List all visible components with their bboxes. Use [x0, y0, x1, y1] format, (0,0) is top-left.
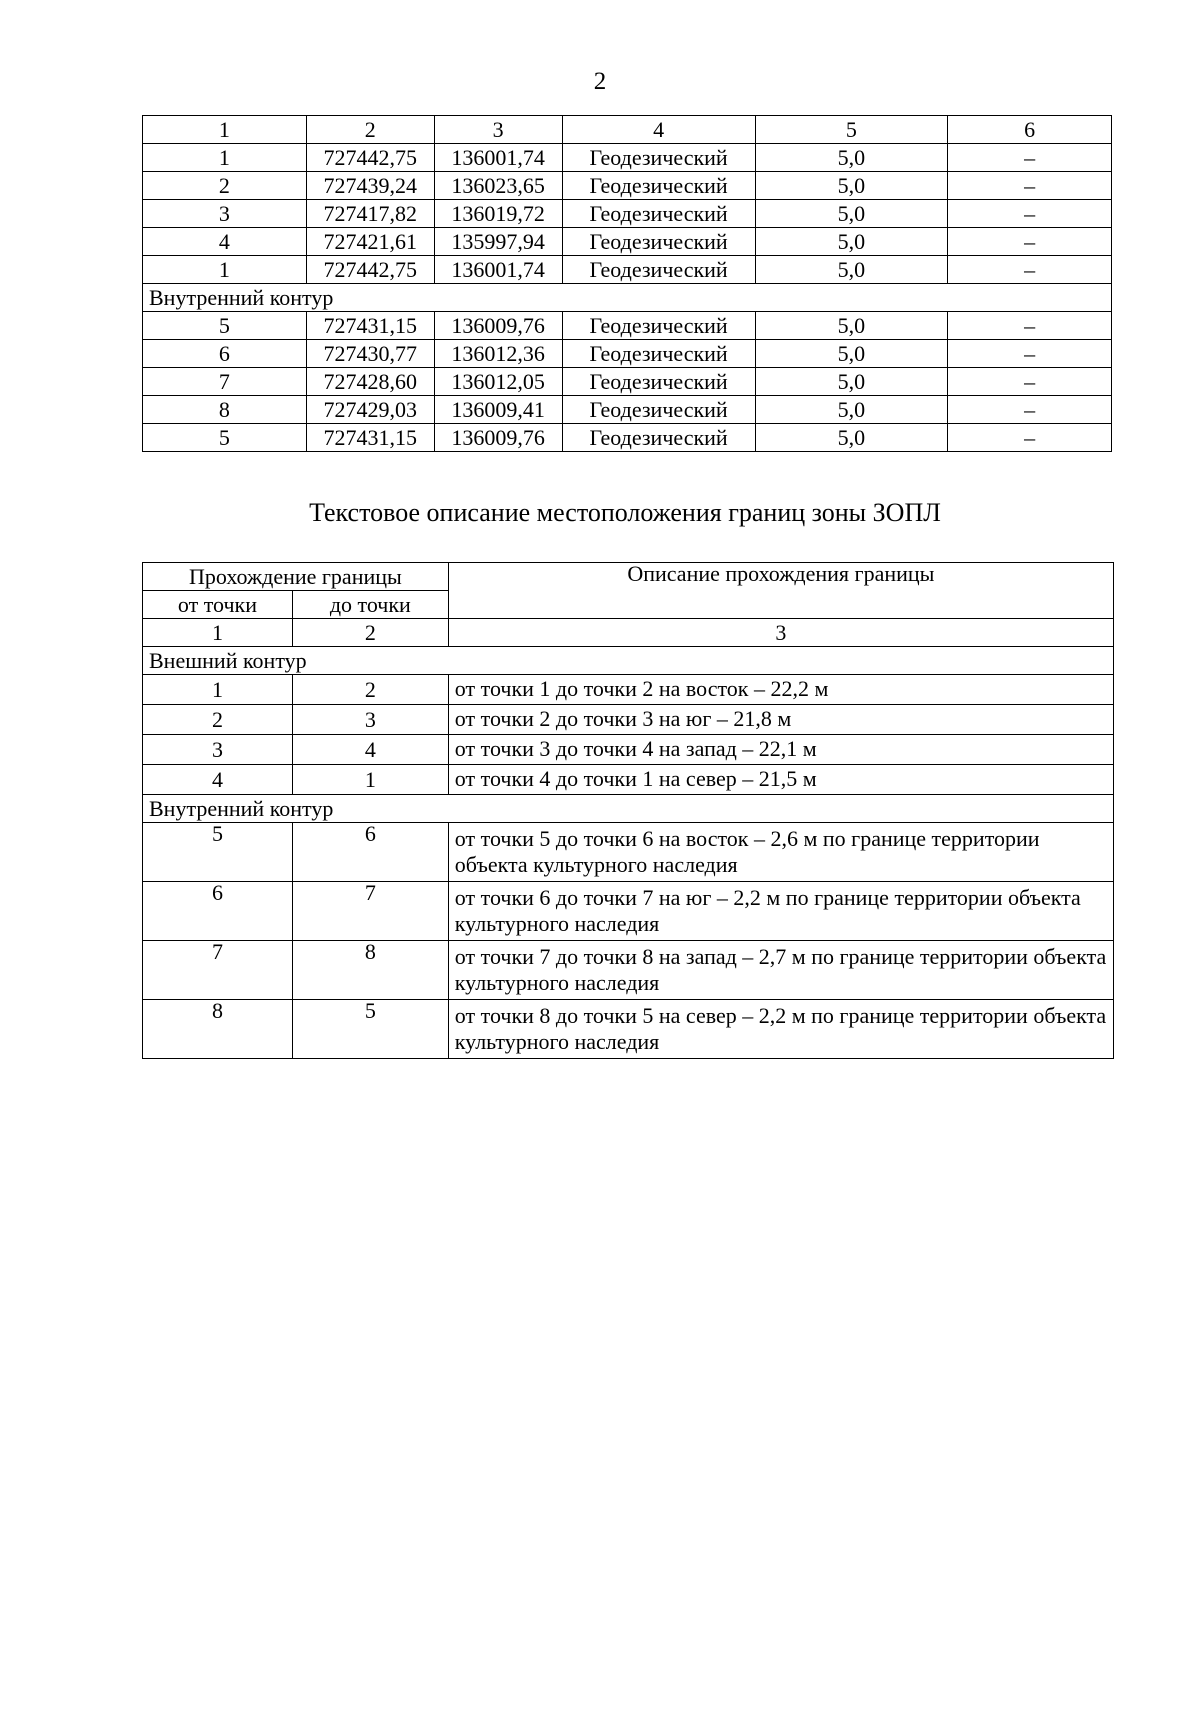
point-number: 1 [143, 144, 307, 172]
coordinate-y: 135997,94 [434, 228, 562, 256]
coordinate-x: 727429,03 [306, 396, 434, 424]
boundary-description: от точки 4 до точки 1 на север – 21,5 м [448, 765, 1113, 795]
table-row [143, 172, 1112, 200]
to-point: 2 [292, 675, 448, 705]
accuracy: 5,0 [755, 144, 948, 172]
from-point: 2 [143, 705, 293, 735]
point-number: 3 [143, 200, 307, 228]
method: Геодезический [562, 424, 755, 452]
accuracy: 5,0 [755, 256, 948, 284]
coordinate-x: 727421,61 [306, 228, 434, 256]
dash-cell: – [948, 228, 1112, 256]
boundary-description: от точки 6 до точки 7 на юг – 2,2 м по границе территории объекта культурного наследия [448, 882, 1113, 941]
column-number: 5 [755, 116, 948, 144]
section-row [143, 647, 1114, 675]
method: Геодезический [562, 368, 755, 396]
method: Геодезический [562, 396, 755, 424]
outer-contour-label: Внешний контур [143, 647, 1114, 675]
method: Геодезический [562, 256, 755, 284]
accuracy: 5,0 [755, 312, 948, 340]
point-number: 1 [143, 256, 307, 284]
dash-cell: – [948, 424, 1112, 452]
boundary-description-table [142, 562, 1114, 1059]
coordinate-y: 136009,76 [434, 424, 562, 452]
column-number: 1 [143, 619, 293, 647]
coordinate-x: 727442,75 [306, 144, 434, 172]
dash-cell: – [948, 200, 1112, 228]
point-number: 5 [143, 312, 307, 340]
coordinate-y: 136012,05 [434, 368, 562, 396]
point-number: 2 [143, 172, 307, 200]
table-row [143, 396, 1112, 424]
boundary-description: от точки 8 до точки 5 на север – 2,2 м по границе территории объекта культурного наследия [448, 1000, 1113, 1059]
column-number: 1 [143, 116, 307, 144]
inner-contour-label: Внутренний контур [143, 284, 1112, 312]
from-point: 5 [143, 823, 293, 882]
method: Геодезический [562, 144, 755, 172]
method: Геодезический [562, 200, 755, 228]
accuracy: 5,0 [755, 340, 948, 368]
passage-header: Прохождение границы [143, 563, 449, 591]
to-point: 5 [292, 1000, 448, 1059]
table-row [143, 200, 1112, 228]
table-header-row [143, 563, 1114, 591]
table-row [143, 144, 1112, 172]
page-number: 2 [593, 68, 607, 95]
section-row [143, 284, 1112, 312]
description-header: Описание прохождения границы [448, 563, 1113, 619]
table-header-row [143, 116, 1112, 144]
table-row [143, 705, 1114, 735]
column-number: 4 [562, 116, 755, 144]
method: Геодезический [562, 172, 755, 200]
table-row [143, 228, 1112, 256]
dash-cell: – [948, 396, 1112, 424]
inner-contour-label: Внутренний контур [143, 795, 1114, 823]
dash-cell: – [948, 172, 1112, 200]
table-row [143, 675, 1114, 705]
coordinate-y: 136012,36 [434, 340, 562, 368]
coordinate-x: 727417,82 [306, 200, 434, 228]
table-row [143, 424, 1112, 452]
to-point: 3 [292, 705, 448, 735]
method: Геодезический [562, 340, 755, 368]
from-point: 7 [143, 941, 293, 1000]
column-number: 2 [292, 619, 448, 647]
table-row [143, 765, 1114, 795]
boundary-description: от точки 1 до точки 2 на восток – 22,2 м [448, 675, 1113, 705]
coordinate-y: 136001,74 [434, 256, 562, 284]
table-row [143, 256, 1112, 284]
accuracy: 5,0 [755, 424, 948, 452]
method: Геодезический [562, 228, 755, 256]
to-point: 8 [292, 941, 448, 1000]
dash-cell: – [948, 312, 1112, 340]
to-point-header: до точки [292, 591, 448, 619]
table-row [143, 368, 1112, 396]
coordinate-x: 727439,24 [306, 172, 434, 200]
method: Геодезический [562, 312, 755, 340]
table-row [143, 312, 1112, 340]
boundary-description: от точки 5 до точки 6 на восток – 2,6 м по границе территории объекта культурного наследия [448, 823, 1113, 882]
table-row [143, 735, 1114, 765]
point-number: 6 [143, 340, 307, 368]
accuracy: 5,0 [755, 396, 948, 424]
coordinate-x: 727428,60 [306, 368, 434, 396]
coordinate-x: 727431,15 [306, 312, 434, 340]
column-number: 3 [434, 116, 562, 144]
from-point-header: от точки [143, 591, 293, 619]
coordinates-table [142, 115, 1112, 452]
point-number: 4 [143, 228, 307, 256]
section-title: Текстовое описание местоположения границ зоны ЗОПЛ [309, 498, 941, 527]
to-point: 6 [292, 823, 448, 882]
boundary-description: от точки 2 до точки 3 на юг – 21,8 м [448, 705, 1113, 735]
coordinate-y: 136001,74 [434, 144, 562, 172]
table-row [143, 941, 1114, 1000]
to-point: 7 [292, 882, 448, 941]
point-number: 8 [143, 396, 307, 424]
coordinate-y: 136009,41 [434, 396, 562, 424]
from-point: 8 [143, 1000, 293, 1059]
from-point: 6 [143, 882, 293, 941]
section-row [143, 795, 1114, 823]
column-number: 6 [948, 116, 1112, 144]
boundary-description: от точки 7 до точки 8 на запад – 2,7 м по границе территории объекта культурного наследия [448, 941, 1113, 1000]
dash-cell: – [948, 256, 1112, 284]
boundary-description: от точки 3 до точки 4 на запад – 22,1 м [448, 735, 1113, 765]
table-header-row [143, 619, 1114, 647]
column-number: 3 [448, 619, 1113, 647]
accuracy: 5,0 [755, 200, 948, 228]
accuracy: 5,0 [755, 368, 948, 396]
accuracy: 5,0 [755, 172, 948, 200]
table-row [143, 823, 1114, 882]
from-point: 4 [143, 765, 293, 795]
table-row [143, 340, 1112, 368]
dash-cell: – [948, 144, 1112, 172]
coordinate-y: 136009,76 [434, 312, 562, 340]
coordinate-y: 136023,65 [434, 172, 562, 200]
point-number: 7 [143, 368, 307, 396]
from-point: 3 [143, 735, 293, 765]
coordinate-y: 136019,72 [434, 200, 562, 228]
dash-cell: – [948, 368, 1112, 396]
from-point: 1 [143, 675, 293, 705]
point-number: 5 [143, 424, 307, 452]
to-point: 1 [292, 765, 448, 795]
coordinate-x: 727442,75 [306, 256, 434, 284]
table-row [143, 1000, 1114, 1059]
accuracy: 5,0 [755, 228, 948, 256]
table-row [143, 882, 1114, 941]
coordinate-x: 727430,77 [306, 340, 434, 368]
coordinate-x: 727431,15 [306, 424, 434, 452]
to-point: 4 [292, 735, 448, 765]
dash-cell: – [948, 340, 1112, 368]
column-number: 2 [306, 116, 434, 144]
